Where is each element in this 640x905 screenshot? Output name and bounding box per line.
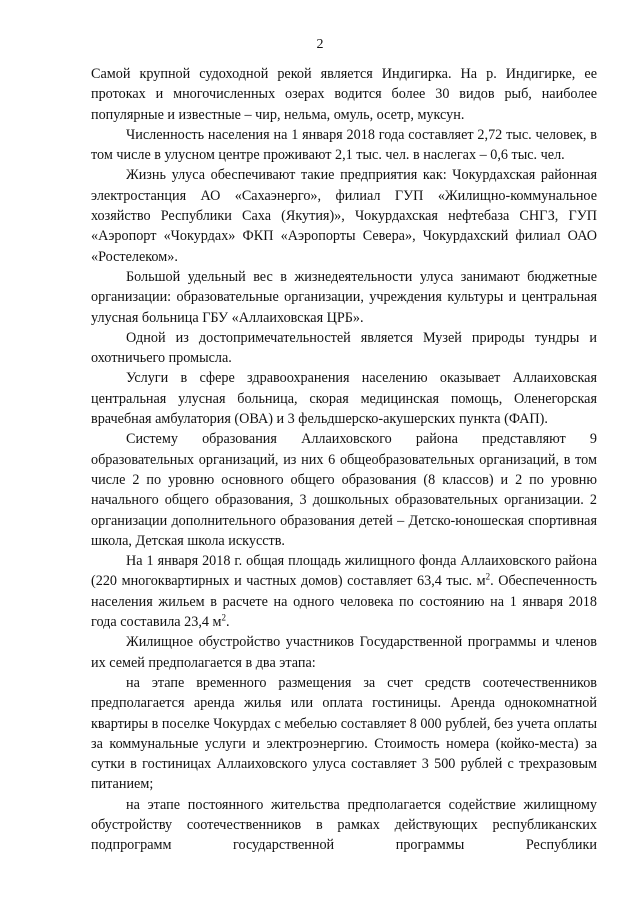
housing-sup-2: 2 — [221, 612, 226, 623]
page-number: 2 — [316, 37, 324, 52]
paragraph-housing-stages: Жилищное обустройство участников Государственной программы и членов их семей предполагается в два этапа: — [91, 634, 597, 671]
paragraph-museum: Одной из достопримечательностей является Музей природы тундры и охотничьего промысла. — [91, 329, 597, 367]
housing-text-3: . — [226, 614, 230, 631]
paragraph-budget-organizations: Большой удельный вес в жизнедеятельности улуса занимают бюджетные организации: образовательные организации, учреждения культуры и центральная улусная больница ГБУ «Аллаиховская ЦРБ». — [91, 268, 597, 326]
paragraph-enterprises: Жизнь улуса обеспечивают такие предприятия как: Чокурдахская районная электростанция АО «Сахаэнерго», филиал ГУП «Жилищно-коммунальное хозяйство Республики Саха (Якутия)», Чокурдахская нефтебаза СНГЗ, ГУП «Аэропорт «Чокурдах» ФКП «Аэропорты Севера», Чокурдахский филиал ОАО «Ростелеком». — [91, 167, 597, 265]
paragraph-population: Численность населения на 1 января 2018 года составляет 2,72 тыс. человек, в том числе в улусном центре проживают 2,1 тыс. чел. в наслегах – 0,6 тыс. чел. — [91, 126, 597, 164]
document-body — [91, 64, 597, 856]
housing-sup-1: 2 — [485, 571, 491, 582]
housing-text-1: На 1 января 2018 г. общая площадь жилищного фонда Аллаиховского района (220 многоквартирных и частных домов) составляет 63,4 тыс. м — [91, 553, 597, 590]
paragraph-healthcare: Услуги в сфере здравоохранения населению оказывает Аллаиховская центральная улусная больница, скорая медицинская помощь, Оленегорская врачебная амбулатория (ОВА) и 3 фельдшерско-акушерских пункта (ФАП). — [91, 370, 597, 428]
paragraph-permanent-stage: на этапе постоянного жительства предполагается содействие жилищному обустройству соотечественников в рамках действующих республиканских подпрограмм государственной программы Республики — [91, 796, 597, 854]
paragraph-rivers: Самой крупной судоходной рекой является Индигирка. На р. Индигирке, ее протоках и многочисленных озерах водится более 30 видов рыб, наиболее популярные и известные – чир, нельма, омуль, осетр, муксун. — [91, 66, 597, 123]
housing-text-2: . Обеспеченность населения жильем в расчете на одного человека по состоянию на 1 января 2018 года составила 23,4 м — [91, 573, 597, 631]
paragraph-housing-fund — [91, 551, 597, 632]
paragraph-education: Систему образования Аллаиховского района представляют 9 образовательных организаций, из них 6 общеобразовательных организаций, в том числе 2 по уровню основного общего образования (8 классов) и 2 по уровню начального общего образования, 3 дошкольных образовательных организации. 2 организации дополнительного образования детей – Детско-юношеская спортивная школа, Детская школа искусств. — [91, 431, 597, 549]
paragraph-temporary-stage: на этапе временного размещения за счет средств соотечественников предполагается аренда жилья или оплата гостиницы. Аренда однокомнатной квартиры в поселке Чокурдах с мебелью составляет 8 000 рублей, без учета оплаты за коммунальные услуги и электроэнергию. Стоимость номера (койко-места) за сутки в гостиницах Аллаиховского улуса составляет 3 500 рублей с трехразовым питанием; — [91, 674, 597, 793]
